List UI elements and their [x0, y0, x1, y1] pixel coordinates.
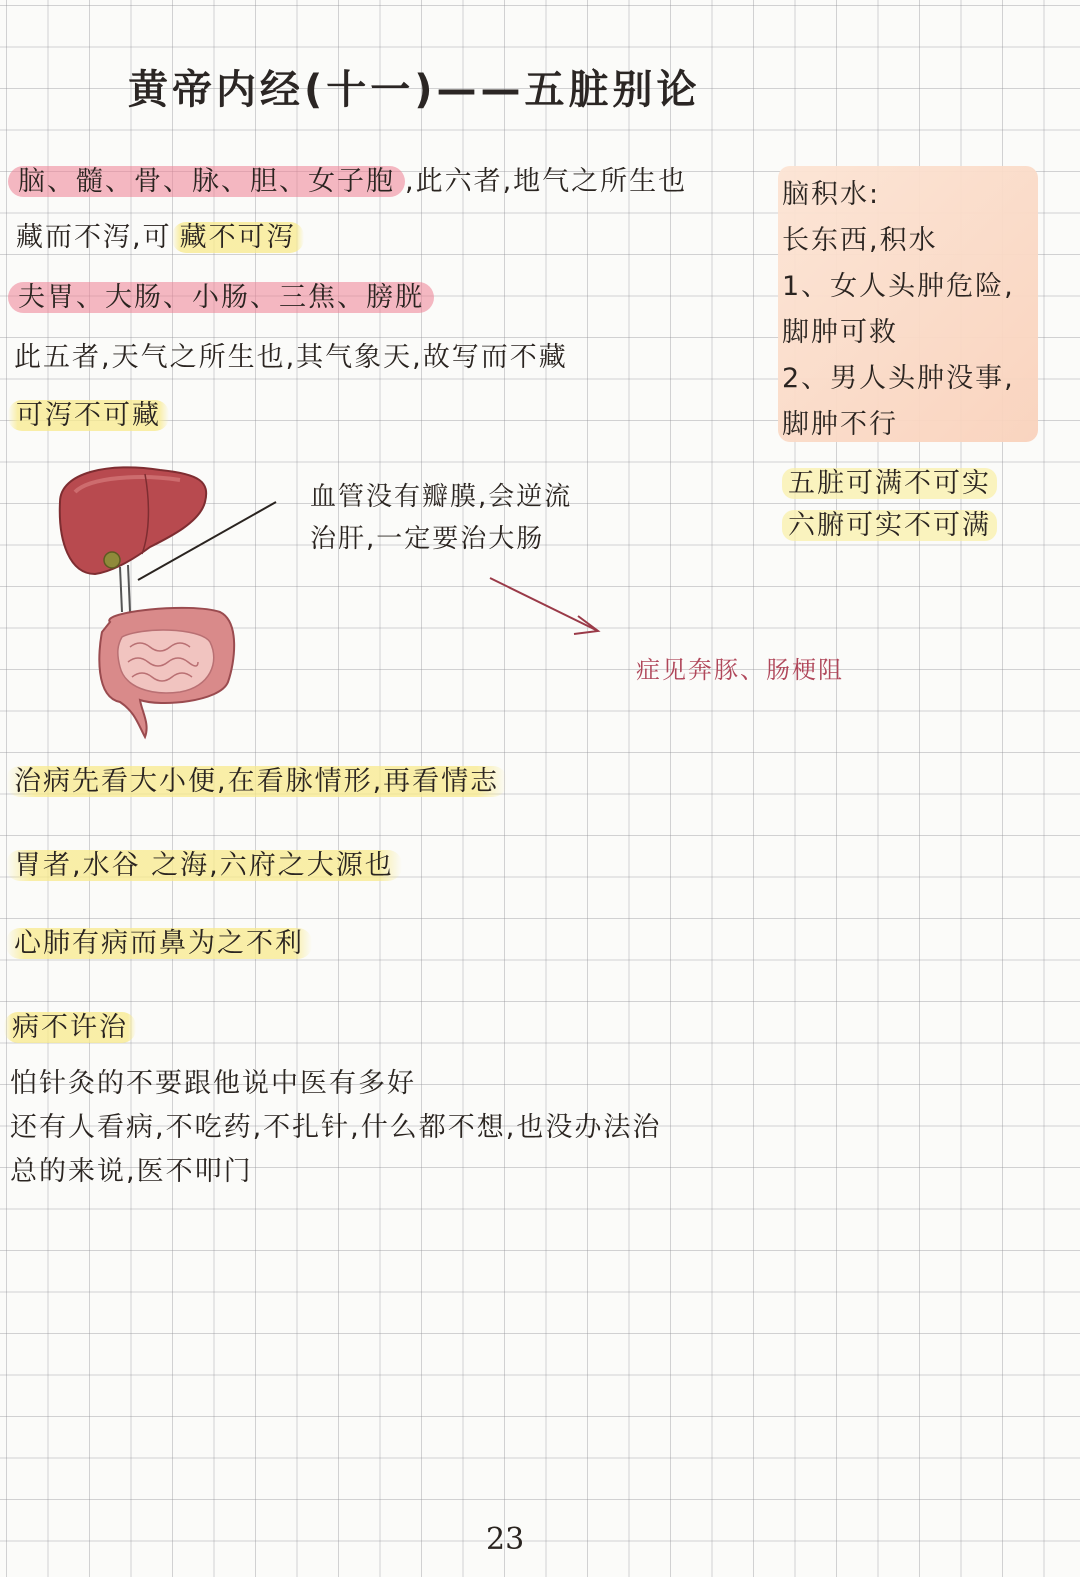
line-no-treatment: 还有人看病,不吃药,不扎针,什么都不想,也没办法治	[10, 1112, 662, 1143]
pink-highlight-six-organs: 脑、髓、骨、脉、胆、女子胞	[8, 166, 405, 197]
line-heart-lung-nose	[6, 924, 312, 964]
pink-highlight-five-fu: 夫胃、大肠、小肠、三焦、膀胱	[8, 282, 434, 313]
red-arrow-line	[490, 578, 596, 630]
side-note-line: 长东西,积水	[782, 225, 938, 256]
line-acupuncture-fear: 怕针灸的不要跟他说中医有多好	[10, 1068, 416, 1099]
yellow-highlight-fu: 六腑可实不可满	[782, 510, 997, 541]
line-stomach-sea	[6, 846, 402, 886]
line-store-plain: 藏而不泻,可	[16, 222, 172, 253]
line-six-organs-rest: ,此六者,地气之所生也	[405, 166, 688, 197]
line-refuse-treatment	[4, 1008, 136, 1048]
side-note-line: 1、女人头肿危险,	[782, 271, 1015, 302]
yellow-highlight-diagnosis: 治病先看大小便,在看脉情形,再看情志	[6, 766, 507, 797]
side-note-title: 脑积水:	[782, 179, 881, 210]
line-summary: 总的来说,医不叩门	[10, 1156, 253, 1187]
yellow-highlight-drain: 可泻不可藏	[8, 400, 169, 431]
page-title: 黄帝内经(十一)——五脏别论	[128, 67, 701, 113]
red-ink-note: 症见奔豚、肠梗阻	[636, 656, 844, 684]
line-heaven-qi: 此五者,天气之所生也,其气象天,故写而不藏	[14, 342, 568, 373]
yellow-highlight-stomach: 胃者,水谷 之海,六府之大源也	[6, 850, 402, 881]
yellow-highlight-store: 藏不可泻	[172, 222, 304, 253]
page-number: 23	[486, 1522, 525, 1557]
side-note-line: 2、男人头肿没事,	[782, 363, 1015, 394]
yellow-highlight-heart-lung: 心肺有病而鼻为之不利	[6, 928, 312, 959]
annotation-line: 血管没有瓣膜,会逆流	[310, 482, 573, 512]
line-diagnosis-order	[6, 762, 507, 802]
yellow-highlight-zang: 五脏可满不可实	[782, 468, 997, 499]
annotation-line: 治肝,一定要治大肠	[310, 524, 545, 554]
side-note-line: 脚肿不行	[782, 409, 898, 440]
side-note-line: 脚肿可救	[782, 317, 898, 348]
yellow-highlight-refuse: 病不许治	[4, 1012, 136, 1043]
pointer-line	[138, 502, 276, 580]
